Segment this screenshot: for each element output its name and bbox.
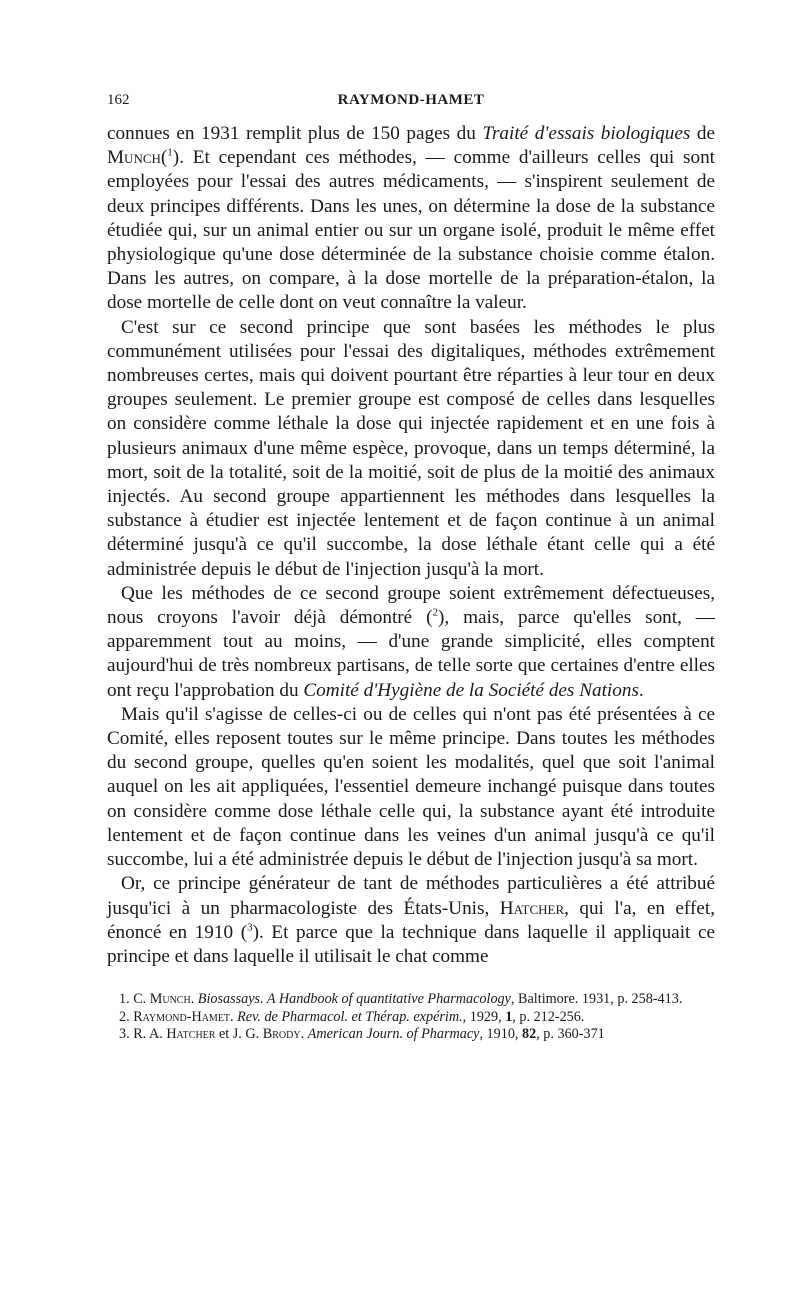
paragraph [107,122,715,316]
page-number: 162 [107,92,130,108]
text-run: . [230,1008,238,1025]
text-run: , Baltimore. 1931, p. 258-413. [510,991,683,1008]
text-run: . Et parce que la technique dans laquelle il appliquait ce principe et dans laquelle il utilisait le chat comme [107,921,716,967]
italic-text: Biosassays. A Handbook of quantitative Pharmacology [197,991,511,1008]
text-run: , qui l'a, en effet, énoncé en 1910 [107,897,715,943]
paragraph [107,872,715,969]
text-run: . [638,679,644,701]
author-name: Munch [149,991,191,1008]
running-title: RAYMOND-HAMET [337,92,485,108]
text-run: . Et cependant ces méthodes, — comme d'ailleurs celles qui sont employées pour l'essai des autres médicaments, — s'inspirent seulement de deux principes différents. Dans les unes, on détermine la dose de la substance étudiée qui, sur un animal entier ou sur un organe isolé, produit le même effet physiologique qu'une dose déterminée de la substance choisie comme étalon. Dans les autres, on compare, à la dose mortelle de la préparation-étalon, la dose mortelle de celle dont on veut connaître la valeur. [107,147,715,314]
text-run: de [690,123,715,144]
italic-text: Rev. de Pharmacol. et Thérap. expérim. [237,1008,463,1025]
text-run: connues en 1931 remplit plus de 150 pages du [107,123,483,144]
paragraph [107,703,715,872]
italic-text: Comité d'Hygiène de la Société des Nations [303,679,639,701]
footnote-ref: ($^3$) [240,921,259,943]
body-text [107,122,715,969]
author-name: Raymond-Hamet [133,1008,231,1025]
text-run: Mais qu'il s'agisse de celles-ci ou de celles qui n'ont pas été présentées à ce Comité, elles reposent toutes sur le même principe. Dans toutes les méthodes du second groupe, quelles qu'en soient les modalités, quel que soit l'animal auquel on les ait appliquées, l'essentiel demeure inchangé puisque dans toutes on considère comme dose léthale celle qui, la substance ayant été introduite lentement et de façon continue dans les veines d'un animal jusqu'à ce qu'il succombe, lui a été administrée depuis le début de l'injection jusqu'à sa mort. [107,703,715,871]
running-head [107,92,715,116]
footnote [107,1009,715,1026]
footnote-ref: ($^1$) [160,146,180,169]
text-run: 1. C. [119,991,150,1008]
paragraph [107,316,715,582]
text-run: . [300,1025,308,1042]
text-run: C'est sur ce second principe que sont basées les méthodes le plus communément utilisées pour l'essai des digitaliques, méthodes extrêmement nombreuses certes, mais qui doivent pourtant être réparties à leur tour en deux groupes seulement. Le premier groupe est composé de celles dans lesquelles on considère comme léthale la dose qui injectée rapidement et en une fois à plusieurs animaux d'une même espèce, provoque, dans un temps déterminé, la mort, soit de la totalité, soit de la moitié, soit de plus de la moitié des animaux injectés. Au second groupe appartiennent les méthodes dans lesquelles la substance à étudier est injectée lentement et de façon continue à un animal déterminé jusqu'à ce qu'il succombe, la dose léthale étant celle qui a été administrée depuis le début de l'injection jusqu'à la mort. [107,316,715,580]
text-run: Que les méthodes de ce second groupe soient extrêmement défectueuses, nous croyons l'avoir déjà démontré [107,582,715,629]
text-run: , 1929, [462,1008,506,1025]
footnote [107,991,715,1008]
text-run: , mais, parce qu'elles sont, — apparemment tout au moins, — d'une grande simplicité, elles comptent aujourd'hui de très nombreux partisans, de telle sorte que certaines d'entre elles ont reçu l'approbation du [107,607,715,701]
text-run: , p. 212-256. [512,1008,585,1025]
footnotes [107,991,715,1043]
book-page [107,92,715,1043]
paragraph [107,582,715,703]
text-run: et J. G. [215,1025,263,1042]
bold-text: 1 [505,1008,513,1025]
italic-text: American Journ. of Pharmacy [307,1025,480,1042]
text-run: , 1910, [479,1025,523,1042]
author-name: Munch [107,147,161,169]
text-run: , p. 360-371 [536,1025,605,1042]
text-run: . [190,991,198,1008]
author-name: Brody [262,1025,301,1042]
text-run: 2. [119,1008,134,1025]
footnote-ref: ($^2$) [426,606,445,629]
footnote [107,1026,715,1043]
bold-text: 82 [522,1025,537,1042]
author-name: Hatcher [499,897,565,919]
author-name: Hatcher [166,1025,216,1042]
text-run: 3. R. A. [119,1025,167,1042]
text-run: Or, ce principe générateur de tant de méthodes particulières a été attribué jusqu'ici à un pharmacologiste des États-Unis, [107,873,715,919]
italic-text: Traité d'essais biologiques [482,123,691,144]
